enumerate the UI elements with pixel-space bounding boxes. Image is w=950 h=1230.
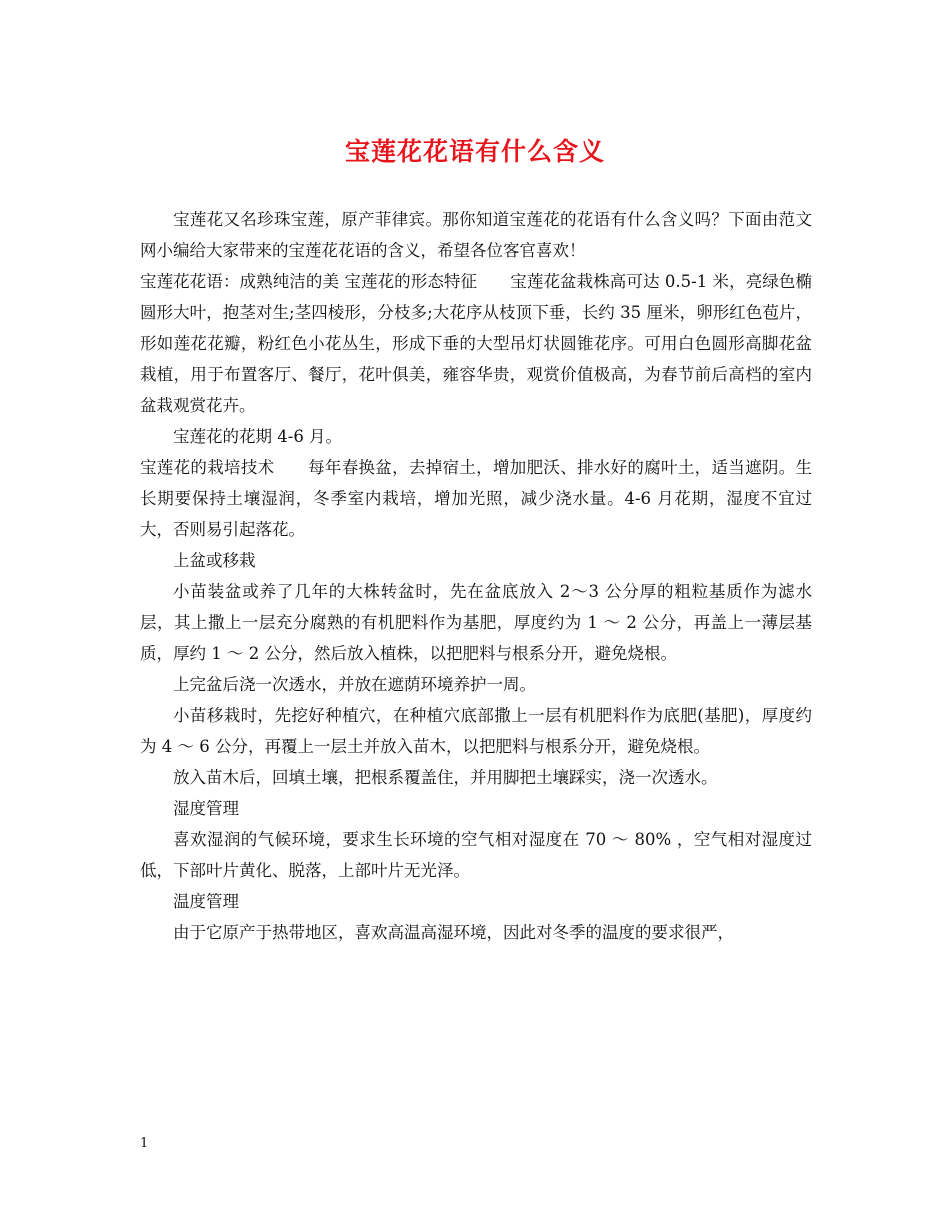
document-body xyxy=(140,204,812,948)
paragraph: 放入苗木后，回填土壤，把根系覆盖住，并用脚把土壤踩实，浇一次透水。 xyxy=(173,768,718,787)
paragraph: 宝莲花又名珍珠宝莲，原产菲律宾。那你知道宝莲花的花语有什么含义吗？下面由范文网小编给大家带来的宝莲花花语的含义，希望各位客官喜欢！ xyxy=(140,210,812,260)
paragraph: 宝莲花的花期 4-6 月。 xyxy=(173,427,343,446)
paragraph: 小苗移栽时，先挖好种植穴，在种植穴底部撒上一层有机肥料作为底肥(基肥)，厚度约为 4 ～ 6 公分，再覆上一层土并放入苗木，以把肥料与根系分开，避免烧根。 xyxy=(140,706,812,756)
section-heading: 上盆或移栽 xyxy=(173,551,256,570)
paragraph: 上完盆后浇一次透水，并放在遮荫环境养护一周。 xyxy=(173,675,536,694)
paragraph: 由于它原产于热带地区，喜欢高温高湿环境，因此对冬季的温度的要求很严， xyxy=(173,923,734,942)
section-heading: 湿度管理 xyxy=(173,799,239,818)
paragraph: 小苗装盆或养了几年的大株转盆时，先在盆底放入 2～3 公分厚的粗粒基质作为滤水层，其上撒上一层充分腐熟的有机肥料作为基肥，厚度约为 1 ～ 2 公分，再盖上一薄层基质，厚约 1 ～ 2 公分，然后放入植株，以把肥料与根系分开，避免烧根。 xyxy=(140,582,812,663)
paragraph: 宝莲花花语：成熟纯洁的美 宝莲花的形态特征 宝莲花盆栽株高可达 0.5-1 米，亮绿色椭圆形大叶，抱茎对生;茎四棱形，分枝多;大花序从枝顶下垂，长约 35 厘米，卵形红色苞片，形如莲花花瓣，粉红色小花丛生，形成下垂的大型吊灯状圆锥花序。可用白色圆形高脚花盆栽植，用于布置客厅、餐厅，花叶俱美，雍容华贵，观赏价值极高，为春节前后高档的室内盆栽观赏花卉。 xyxy=(140,272,812,415)
paragraph: 喜欢湿润的气候环境，要求生长环境的空气相对湿度在 70 ～ 80% ，空气相对湿度过低，下部叶片黄化、脱落，上部叶片无光泽。 xyxy=(140,830,812,880)
section-heading: 温度管理 xyxy=(173,892,239,911)
page-title: 宝莲花花语有什么含义 xyxy=(344,137,605,166)
page-number: 1 xyxy=(140,1136,149,1151)
paragraph: 宝莲花的栽培技术 每年春换盆，去掉宿土，增加肥沃、排水好的腐叶土，适当遮阴。生长期要保持土壤湿润，冬季室内栽培，增加光照，减少浇水量。4-6 月花期，湿度不宜过大，否则易引起落花。 xyxy=(140,458,812,539)
